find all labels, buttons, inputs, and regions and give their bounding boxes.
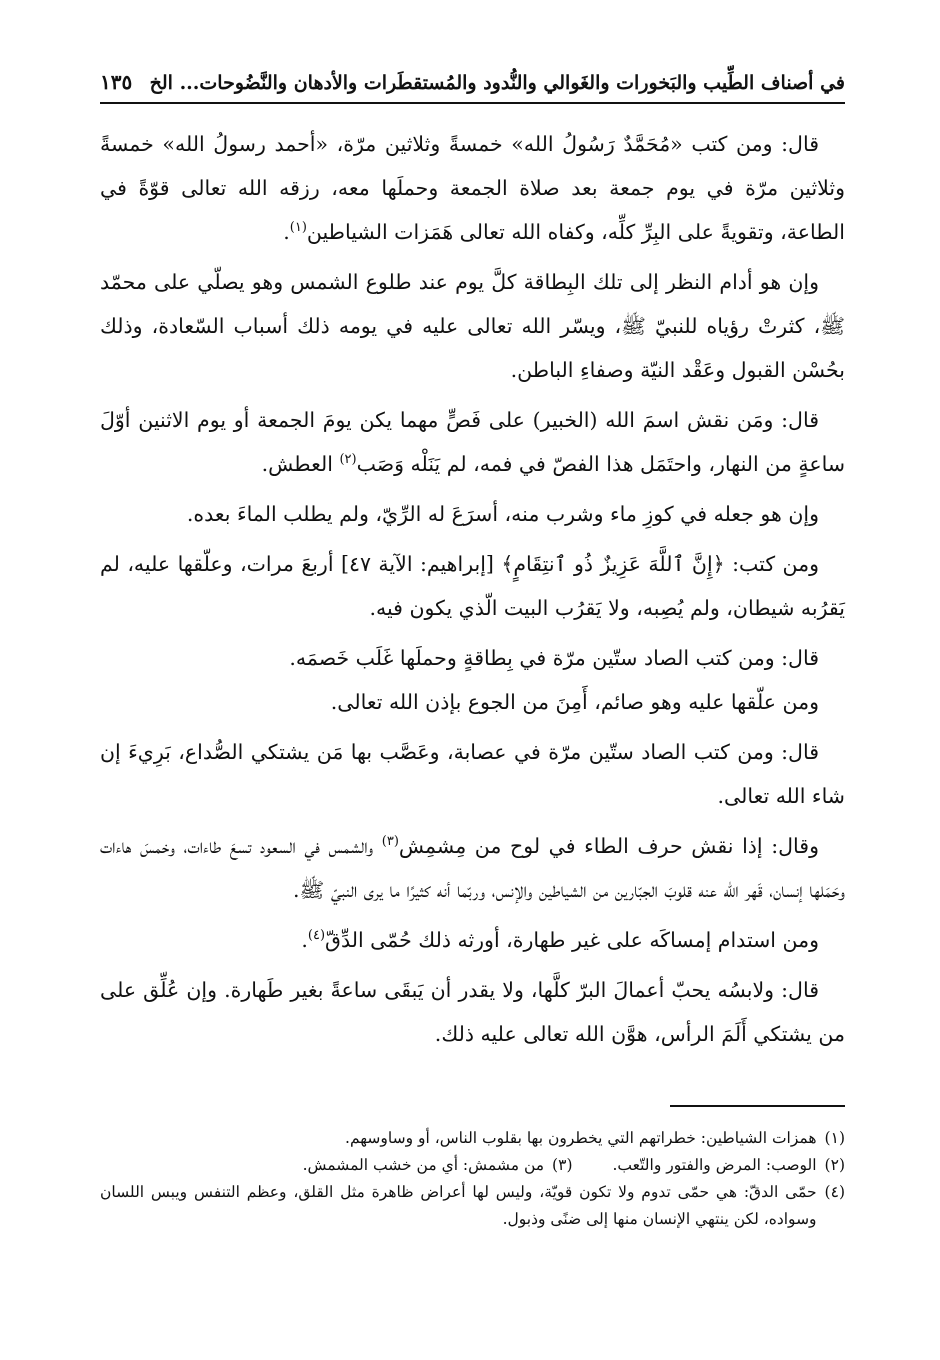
footnote-4: (٤) حمّى الدقّ: هي حمّى تدوم ولا تكون قويّة، وليس لها أعراض ظاهرة مثل القلق، وعظم التنفس ويبس اللسان وسواده، لكن ينتهي الإنسان منها إلى ضنًى وذبول. [100, 1183, 845, 1228]
paragraph: قال: ومن كتب «مُحَمَّدٌ رَسُولُ الله» خمسةً وثلاثين مرّة، «أحمد رسولُ الله» خمسةً وثلاثين مرّة في يوم جمعة بعد صلاة الجمعة وحملَها معه، رزقه الله تعالى قوّةً في الطاعة، وتقويةً على البِرِّ كلِّه، وكفاه الله تعالى هَمَزات الشياطين$^{(١)}$. [100, 132, 845, 244]
footnote-row-2-3 [100, 1152, 845, 1179]
paragraph: ومن كتب: ﴿إِنَّ ٱللَّهَ عَزِيزٌ ذُو ٱنتِقَامٍ﴾ [إبراهيم: الآية ٤٧] أربعَ مرات، وعلّقها عليه، لم يَقرُبه شيطان، ولم يُصِبه، ولا يَقرُب البيت الّذي يكون فيه. [100, 552, 845, 620]
footnote-ref: (٢) [339, 452, 357, 468]
footnote-3: (٣) من مشمش: أي من خشب المشمش. [302, 1156, 573, 1174]
footnote-2: (٢) الوصب: المرض والفتور والتّعب. [612, 1156, 845, 1174]
footnote-ref: (٤) [307, 928, 326, 944]
paragraph: ومن استدام إمساكَه على غير طهارة، أورثه ذلك حُمّى الدِّقّ$^{(٤)}$. [301, 928, 819, 952]
main-text [100, 122, 845, 1056]
paragraph: ومن علّقها عليه وهو صائم، أَمِنَ من الجوع بإذن الله تعالى. [330, 690, 819, 714]
paragraph: قال: ومن كتب الصاد ستّين مرّة في عصابة، وعَصَّب بها مَن يشتكي الصُّداع، بَرِيءَ إن شاء الله تعالى. [100, 740, 845, 808]
page [100, 70, 845, 1062]
page-number: ١٣٥ [100, 70, 133, 94]
running-header [100, 70, 845, 104]
footnote-divider [670, 1105, 845, 1107]
paragraph: قال: ولابسُه يحبّ أعمالَ البرّ كلَّها، ولا يقدر أن يَبقَى ساعةً بغير طَهارة. وإن عُلِّق على من يشتكي أَلَمَ الرأس، هوَّن الله تعالى عليه ذلك. [100, 978, 845, 1046]
footnotes [100, 1125, 845, 1233]
paragraph: وإن هو جعله في كوزِ ماء وشرب منه، أسرَعَ له الرِّيّ، ولم يطلب الماءَ بعده. [186, 502, 819, 526]
paragraph: قال: ومَن نقش اسمَ الله (الخبير) على فَصٍّ مهما يكن يومَ الجمعة أو يوم الاثنين أوّلَ ساعةٍ من النهار، واحتَمَل هذا الفصّ في فمه، لم يَنَلْه وَصَب$^{(٢)}$ العطش. [100, 408, 845, 476]
footnote-1: (١) همزات الشياطين: خطراتهم التي يخطرون بها بقلوب الناس، أو وساوسهم. [345, 1129, 845, 1147]
footnote-ref: (١) [289, 220, 307, 236]
paragraph: وقال: إذا نقش حرف الطاء في لوح من مِشمِش$^{(٣)}$ والشمس في السعود تسعَ طاءات، وخمسَ هاءات وحَمَلها إنسان، قَهر الله عنه قلوبَ الجبّارين من الشياطين والإنس، وربّما أنه كثيرًا ما يرى النبيّ ﷺ. [100, 834, 845, 902]
footnote-ref: (٣) [381, 834, 399, 850]
paragraph: وإن هو أدام النظر إلى تلك البِطاقة كلَّ يوم عند طلوع الشمس وهو يصلّي على محمّد ﷺ، كثرتْ رؤياه للنبيّ ﷺ، ويسّر الله تعالى عليه في يومه ذلك أسباب السّعادة، وذلك بحُسْن القبول وعَقْد النيّة وصفاءِ الباطن. [100, 270, 845, 382]
paragraph: قال: ومن كتب الصاد ستّين مرّة في بِطاقةٍ وحملَها غَلَب خَصمَه. [289, 646, 819, 670]
header-title: في أصناف الطِّيب والبَخورات والغَوالي والنُّدود والمُستقطَرات والأدهان والنَّضُوحات... الخ [149, 72, 845, 94]
